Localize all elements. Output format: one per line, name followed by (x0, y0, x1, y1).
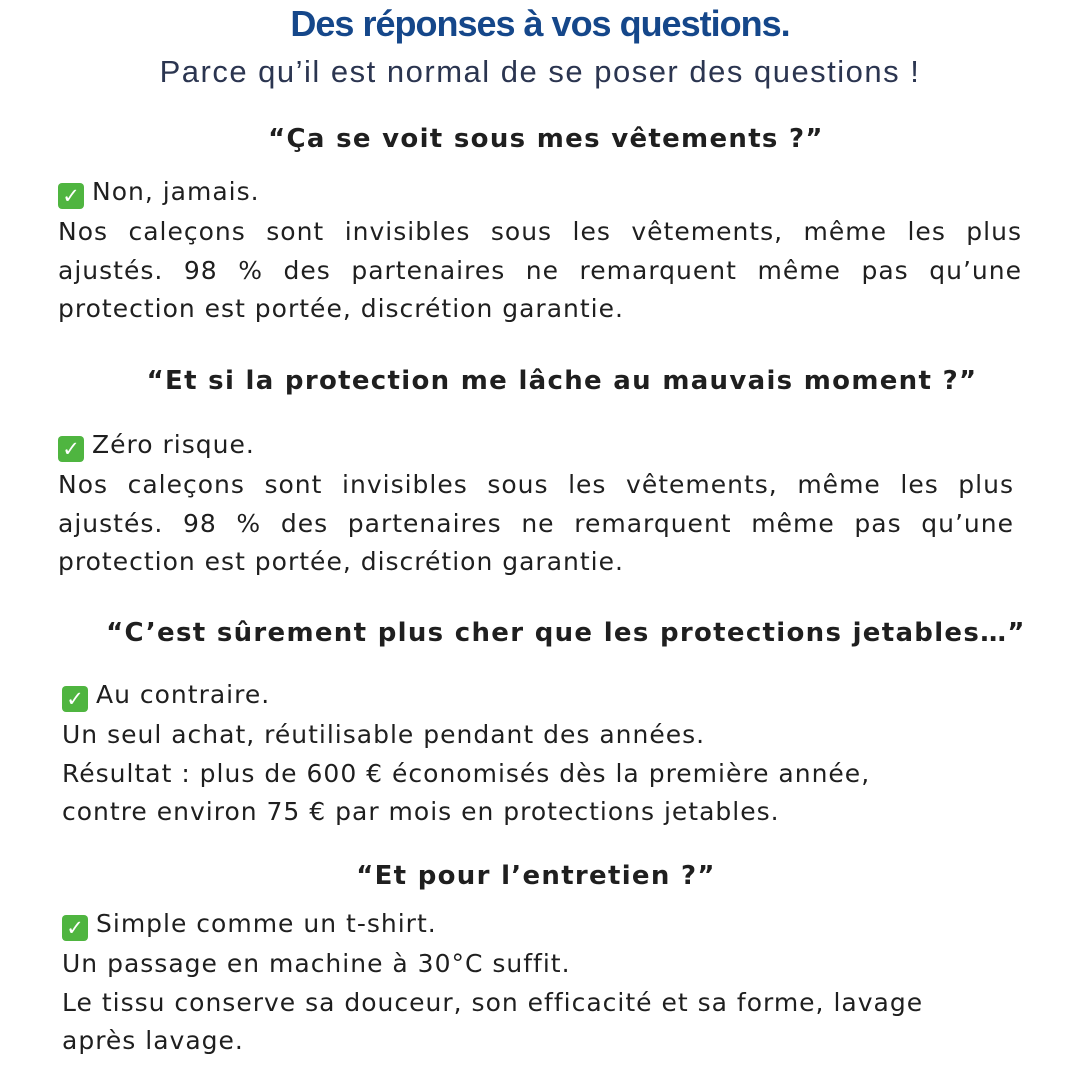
faq-body-2 (58, 466, 1014, 582)
faq-body-line: contre environ 75 € par mois en protections jetables. (62, 797, 780, 826)
faq-body-line: protection est portée, discrétion garantie. (58, 547, 624, 576)
page-title: Des réponses à vos questions. (290, 3, 790, 44)
faq-question-3: “C’est sûrement plus cher que les protections jetables…” (106, 618, 1026, 648)
faq-question-1: “Ça se voit sous mes vêtements ?” (268, 124, 824, 154)
faq-body-line: ajustés. 98 % des partenaires ne remarquent même pas qu’une (58, 255, 1022, 285)
faq-body-line: Résultat : plus de 600 € économisés dès la première année, (62, 758, 871, 788)
faq-body-line: après lavage. (62, 1026, 244, 1055)
faq-body-line: Nos caleçons sont invisibles sous les vêtements, même les plus (58, 470, 1014, 499)
faq-body-4 (62, 945, 1022, 1061)
faq-answer-label: Au contraire. (96, 680, 271, 709)
faq-question-2: “Et si la protection me lâche au mauvais moment ?” (146, 366, 978, 396)
page-subtitle: Parce qu’il est normal de se poser des questions ! (159, 54, 921, 89)
check-mark-icon: ✓ (62, 915, 88, 941)
check-mark-icon: ✓ (62, 686, 88, 712)
faq-answer-1 (58, 176, 260, 209)
faq-answer-3 (62, 679, 270, 712)
faq-answer-label: Zéro risque. (92, 430, 255, 459)
faq-body-line: protection est portée, discrétion garantie. (58, 294, 624, 323)
faq-answer-4 (62, 908, 437, 941)
faq-answer-2 (58, 429, 255, 462)
check-mark-icon: ✓ (58, 436, 84, 462)
faq-body-line: ajustés. 98 % des partenaires ne remarquent même pas qu’une (58, 508, 1014, 538)
faq-body-line: Nos caleçons sont invisibles sous les vêtements, même les plus (58, 217, 1022, 246)
faq-body-1 (58, 213, 1022, 329)
faq-body-line: Un seul achat, réutilisable pendant des années. (62, 720, 706, 749)
faq-body-line: Le tissu conserve sa douceur, son efficacité et sa forme, lavage (62, 987, 924, 1017)
faq-body-line: Un passage en machine à 30°C suffit. (62, 949, 571, 978)
faq-answer-label: Non, jamais. (92, 177, 260, 206)
faq-answer-label: Simple comme un t-shirt. (96, 909, 437, 938)
check-mark-icon: ✓ (58, 183, 84, 209)
faq-body-3 (62, 716, 1022, 832)
faq-question-4: “Et pour l’entretien ?” (356, 861, 716, 891)
